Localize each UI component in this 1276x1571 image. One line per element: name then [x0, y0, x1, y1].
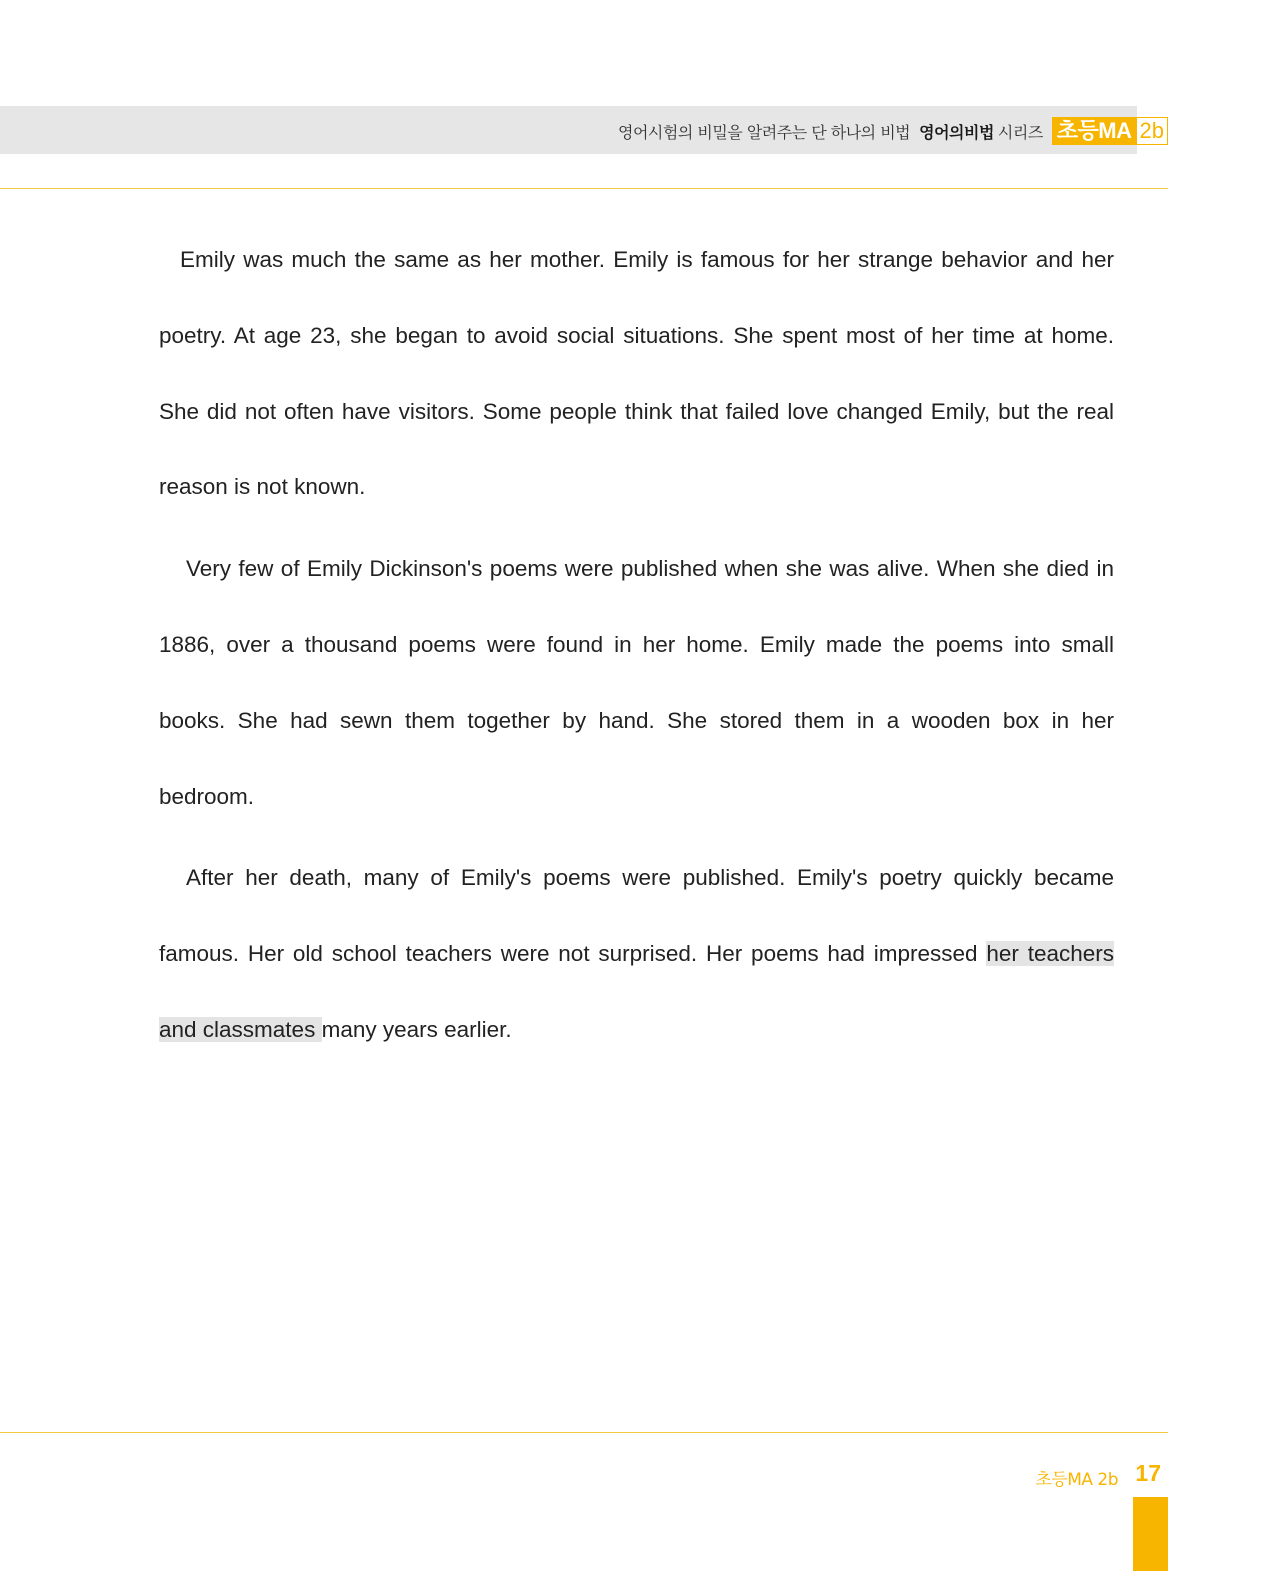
- header-tagline: 영어시험의 비밀을 알려주는 단 하나의 비법: [618, 122, 911, 142]
- header-rule: [0, 188, 1168, 189]
- footer-rule: [0, 1432, 1168, 1433]
- header-series-name: 영어의비법: [919, 122, 994, 142]
- paragraph-1: Emily was much the same as her mother. Emily is famous for her strange behavior and her poetry. At age 23, she began to avoid social situations. She spent most of her time at home. She did not often have visitors. Some people think that failed love changed Emily, but the real reason is not known.: [159, 247, 1114, 500]
- highlighted-phrase: her teachers and classmates: [159, 941, 1114, 1042]
- page-tab-marker: [1133, 1497, 1168, 1571]
- footer-book-label: 초등MA 2b: [1035, 1470, 1118, 1490]
- badge-level: 2b: [1136, 117, 1168, 145]
- reading-passage: [159, 222, 1114, 1074]
- series-badge: [1052, 117, 1168, 145]
- page-number: 17: [1135, 1460, 1161, 1486]
- badge-main: 초등MA: [1052, 117, 1136, 145]
- paragraph-3-text-before: After her death, many of Emily's poems were published. Emily's poetry quickly became famous. Her old school teachers were not surprised. Her poems had impressed: [159, 865, 1114, 967]
- paragraph-2: Very few of Emily Dickinson's poems were published when she was alive. When she died in 1886, over a thousand poems were found in her home. Emily made the poems into small books. She had sewn them together by hand. She stored them in a wooden box in her bedroom.: [159, 556, 1114, 809]
- paragraph-3: [159, 840, 1114, 1067]
- running-header: [618, 116, 1168, 146]
- paragraph-3-text-after: many years earlier.: [321, 1016, 512, 1042]
- header-series-suffix: 시리즈: [997, 122, 1043, 142]
